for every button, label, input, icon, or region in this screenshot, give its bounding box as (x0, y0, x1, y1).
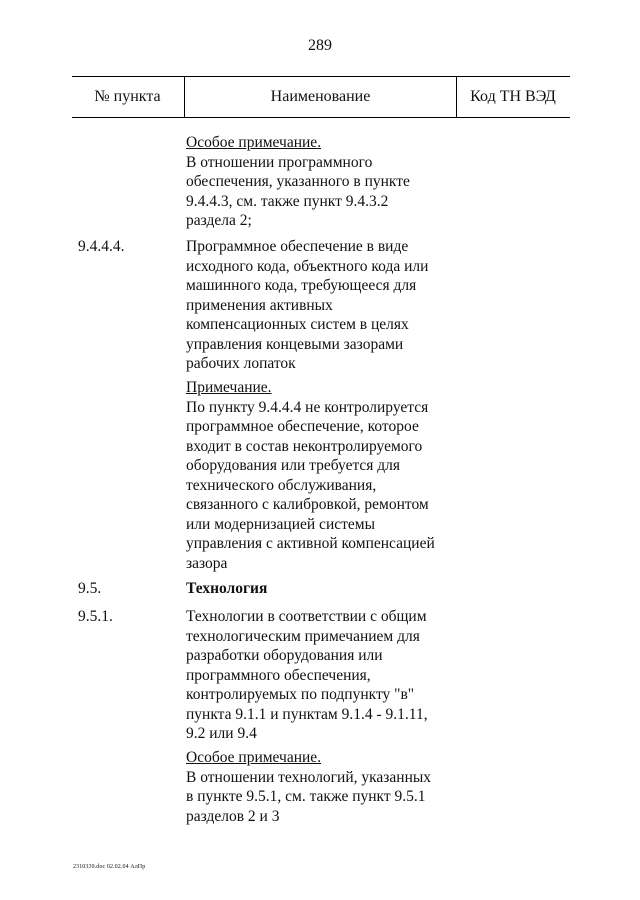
item-number-9-5-1: 9.5.1. (78, 608, 113, 625)
note-line: обеспечения, указанного в пункте (186, 173, 410, 190)
page-number: 289 (308, 37, 332, 54)
note-title: Примечание. (186, 379, 272, 396)
note-line: оборудования или требуется для (186, 457, 401, 474)
header-item-number: № пункта (94, 88, 161, 105)
special-note-block-2 (186, 748, 466, 826)
note-line: или модернизацией системы (186, 515, 375, 533)
table-header (72, 76, 570, 118)
note-line: В отношении технологий, указанных (186, 768, 432, 786)
note-line: связанного с калибровкой, ремонтом (186, 496, 429, 513)
section-title-technology: Технология (186, 580, 268, 597)
text-line: исходного кода, объектного кода или (186, 257, 429, 275)
text-line: контролируемых по подпункту "в" (186, 686, 415, 703)
item-text-9-4-4-4 (186, 237, 466, 374)
note-line: технического обслуживания, (186, 476, 377, 494)
text-line: рабочих лопаток (186, 355, 296, 372)
text-line: разработки оборудования или (186, 647, 383, 664)
note-line: программное обеспечение, которое (186, 418, 419, 435)
note-line: раздела 2; (186, 212, 252, 229)
text-line: программного обеспечения, (186, 666, 371, 684)
text-line: машинного кода, требующееся для (186, 277, 417, 294)
special-note-title: Особое примечание. (186, 749, 322, 766)
text-line: Программное обеспечение в виде (186, 238, 409, 255)
note-block-9-4-4-4 (186, 378, 466, 573)
item-number-9-5: 9.5. (78, 580, 102, 597)
special-note-block-1 (186, 133, 466, 231)
text-line: Технологии в соответствии с общим (186, 608, 427, 625)
item-number-9-4-4-4: 9.4.4.4. (78, 238, 125, 255)
note-line: входит в состав неконтролируемого (186, 437, 423, 455)
note-line: разделов 2 и 3 (186, 807, 280, 825)
note-line: 9.4.4.3, см. также пункт 9.4.3.2 (186, 192, 389, 210)
text-line: технологическим примечанием для (186, 627, 420, 645)
text-line: применения активных (186, 296, 333, 314)
footer-file-reference: 2310339.doc 02.02.04 АлПр (73, 864, 146, 870)
header-code: Код ТН ВЭД (470, 88, 556, 105)
text-line: пункта 9.1.1 и пунктам 9.1.4 - 9.1.11, (186, 705, 428, 723)
text-line: управления концевыми зазорами (186, 335, 404, 353)
text-line: компенсационных систем в целях (186, 316, 409, 333)
note-line: управления с активной компенсацией (186, 535, 435, 552)
note-line: По пункту 9.4.4.4 не контролируется (186, 398, 429, 416)
text-line: 9.2 или 9.4 (186, 725, 257, 742)
note-line: зазора (186, 554, 228, 572)
note-line: в пункте 9.5.1, см. также пункт 9.5.1 (186, 788, 426, 805)
header-name: Наименование (184, 77, 457, 117)
note-line: В отношении программного (186, 153, 373, 171)
special-note-title: Особое примечание. (186, 134, 322, 151)
item-text-9-5-1 (186, 607, 466, 744)
